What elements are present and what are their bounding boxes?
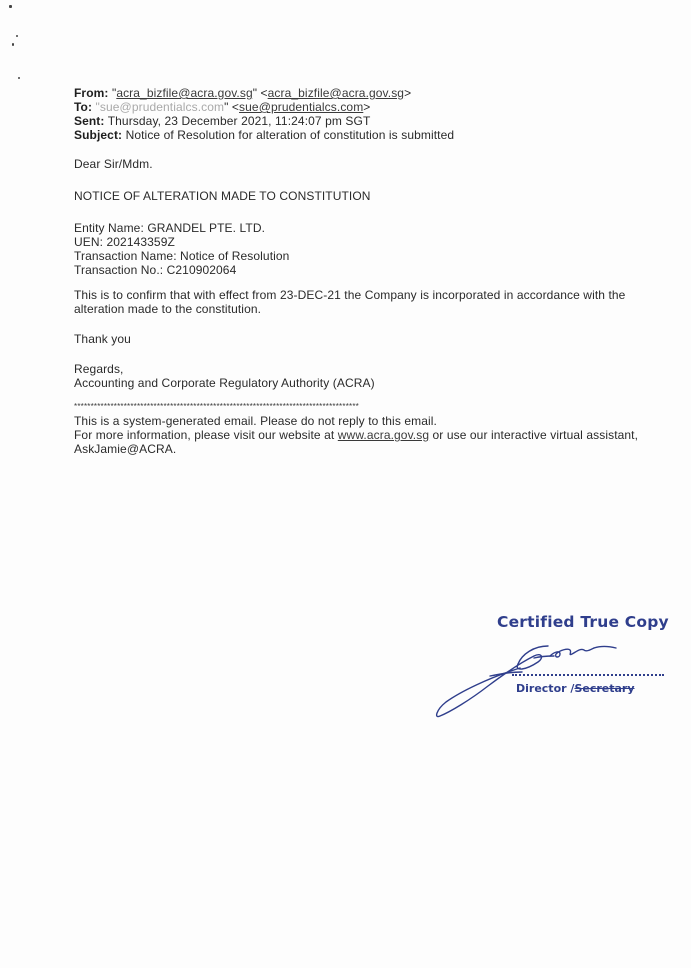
- signature-dotted-line: [512, 674, 664, 676]
- certified-copy-stamp: [430, 612, 680, 722]
- to-address-link[interactable]: sue@prudentialcs.com: [239, 100, 364, 114]
- role-secretary-struck: Secretary: [574, 682, 635, 695]
- from-name-link[interactable]: acra_bizfile@acra.gov.sg: [116, 86, 253, 100]
- email-printout: [74, 86, 686, 456]
- signoff: [74, 362, 686, 390]
- scan-speck: [9, 5, 12, 8]
- info-prefix: For more information, please visit our website at: [74, 428, 338, 442]
- notice-heading: NOTICE OF ALTERATION MADE TO CONSTITUTION: [74, 189, 371, 203]
- from-line: From: "acra_bizfile@acra.gov.sg" <acra_bizfile@acra.gov.sg>: [74, 86, 412, 100]
- detail-entity-name: Entity Name: GRANDEL PTE. LTD.: [74, 221, 266, 235]
- info-line: [74, 428, 686, 442]
- from-label: From:: [74, 86, 109, 100]
- assistant-name: AskJamie@ACRA.: [74, 442, 177, 456]
- to-name: sue@prudentialcs.com: [99, 100, 225, 114]
- subject-value: Notice of Resolution for alteration of constitution is submitted: [125, 128, 455, 142]
- sent-line: [74, 114, 686, 128]
- separator-line: **************************************************************************************: [74, 402, 359, 411]
- confirmation-paragraph: [74, 288, 686, 316]
- confirmation-line-2: alteration made to the constitution.: [74, 302, 262, 316]
- to-line: To: "sue@prudentialcs.com" <sue@prudentialcs.com>: [74, 100, 371, 114]
- sent-label: Sent:: [74, 114, 105, 128]
- subject-line: [74, 128, 686, 142]
- role-separator: /: [570, 682, 575, 695]
- info-suffix: or use our interactive virtual assistant,: [429, 428, 639, 442]
- certified-true-copy-title: Certified True Copy: [497, 613, 669, 631]
- subject-label: Subject:: [74, 128, 123, 142]
- entity-details: [74, 221, 686, 277]
- thanks: Thank you: [74, 332, 131, 346]
- organisation-name: Accounting and Corporate Regulatory Authority (ACRA): [74, 376, 375, 390]
- to-label: To:: [74, 100, 93, 114]
- regards: Regards,: [74, 362, 124, 376]
- signatory-role: [516, 682, 635, 695]
- detail-transaction-name: Transaction Name: Notice of Resolution: [74, 249, 290, 263]
- website-link[interactable]: www.acra.gov.sg: [337, 428, 430, 442]
- system-notice: This is a system-generated email. Please do not reply to this email.: [74, 414, 437, 428]
- detail-transaction-no: Transaction No.: C210902064: [74, 263, 237, 277]
- scan-speck: [18, 77, 20, 79]
- confirmation-line-1: This is to confirm that with effect from 23-DEC-21 the Company is incorporated in accordance with the: [74, 288, 626, 302]
- detail-uen: UEN: 202143359Z: [74, 235, 175, 249]
- scan-speck: [12, 43, 14, 46]
- scan-speck: [16, 35, 18, 37]
- role-director: Director: [516, 682, 567, 695]
- sent-value: Thursday, 23 December 2021, 11:24:07 pm SGT: [107, 114, 371, 128]
- greeting: Dear Sir/Mdm.: [74, 157, 153, 171]
- from-address-link[interactable]: acra_bizfile@acra.gov.sg: [267, 86, 405, 100]
